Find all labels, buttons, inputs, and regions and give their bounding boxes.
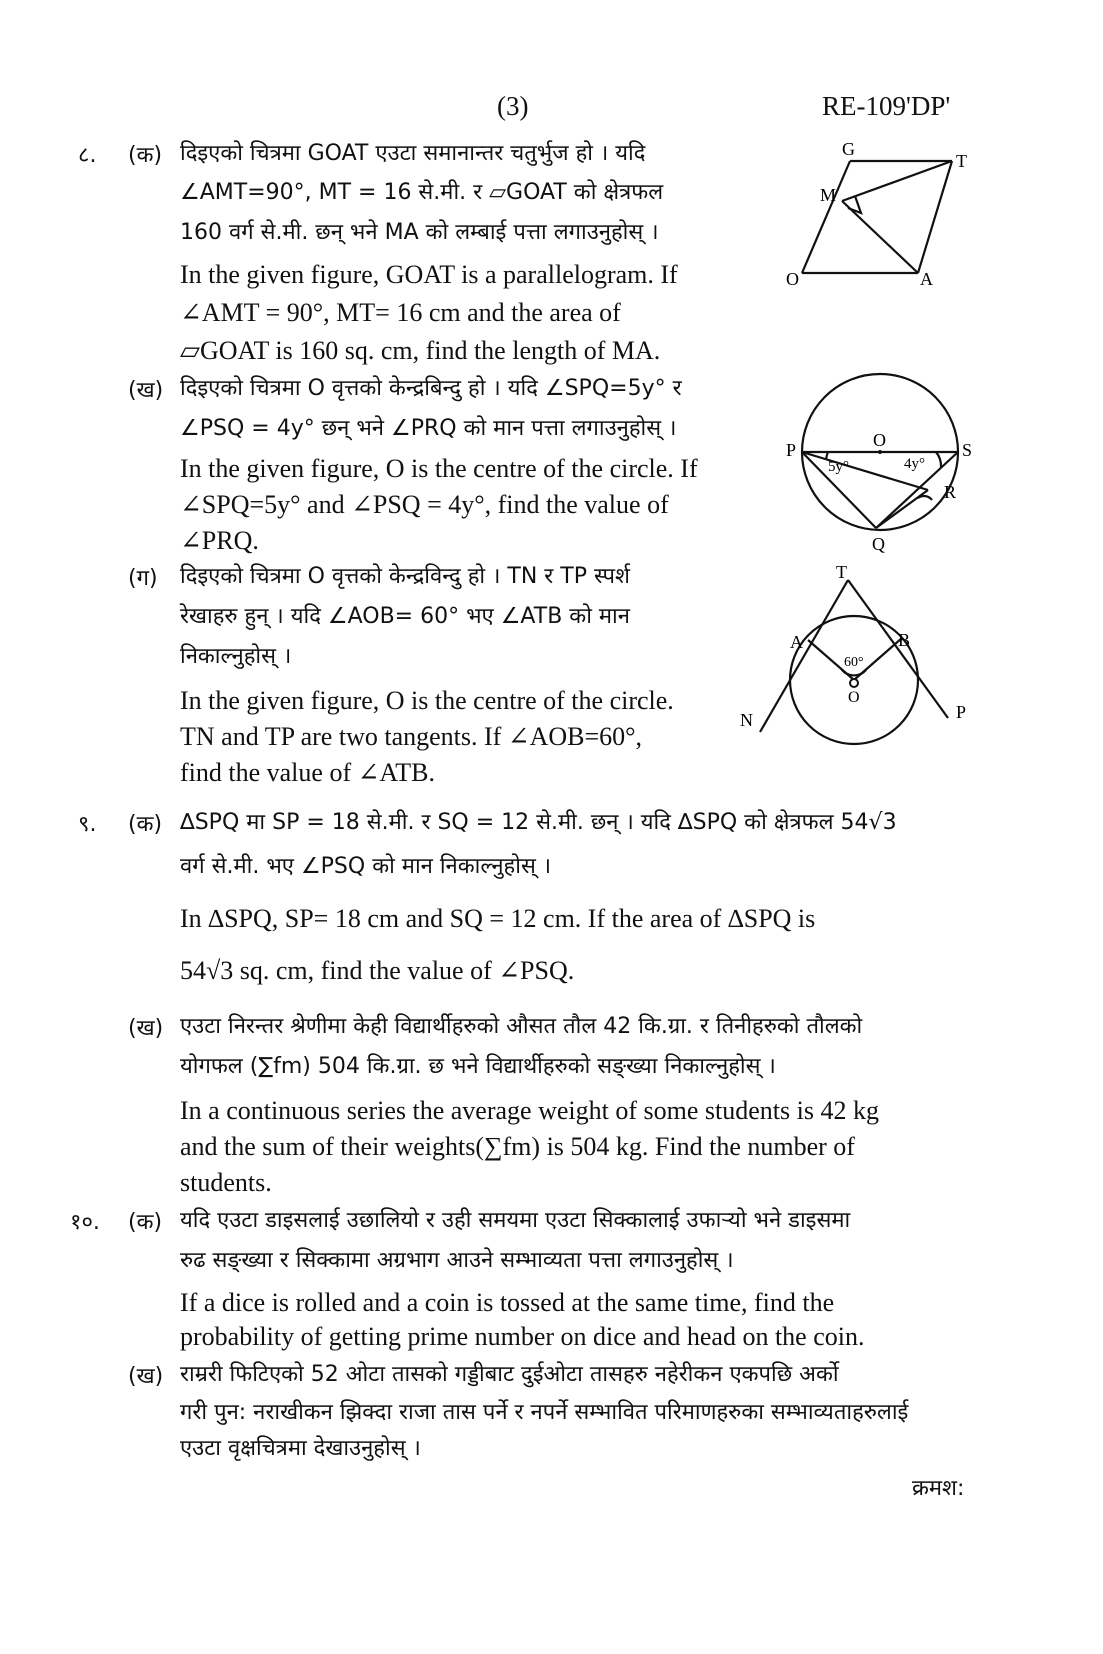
label-o: O [848, 689, 860, 706]
sub-label-ka: (क) [128, 143, 163, 168]
q8-kha-en-line: ∠PRQ. [180, 526, 259, 555]
q10-kha-np-line: राम्ररी फिटिएको 52 ओटा तासको गड्डीबाट दुईओटा तासहरु नहेरीकन एकपछि अर्को [180, 1362, 839, 1387]
label-m: M [820, 185, 837, 205]
q9-kha-en-line: students. [180, 1168, 272, 1197]
q10-kha-np-line: गरी पुन: नराखीकन झिक्दा राजा तास पर्ने र नपर्ने सम्भावित परिमाणहरुका सम्भाव्यताहरुलाई [180, 1400, 909, 1425]
q8-kha-en-line: ∠SPQ=5y° and ∠PSQ = 4y°, find the value of [180, 490, 669, 519]
figure-parallelogram [780, 135, 990, 295]
page-number: (3) [497, 91, 529, 121]
q8-ga-np-line: दिइएको चित्रमा O वृत्तको केन्द्रविन्दु हो । TN र TP स्पर्श [180, 564, 631, 589]
label-o: O [786, 269, 799, 289]
label-a: A [790, 632, 803, 652]
q8-ga-en-line: find the value of ∠ATB. [180, 758, 436, 787]
q8-ka-np-line: 160 वर्ग से.मी. छन् भने MA को लम्बाई पत्ता लगाउनुहोस् । [180, 220, 659, 245]
label-b: B [898, 630, 911, 650]
figure-circle-chord [780, 370, 990, 555]
q9-ka-np-line: वर्ग से.मी. भए ∠PSQ को मान निकाल्नुहोस् । [180, 854, 552, 879]
q8-ka-en-line: In the given figure, GOAT is a parallelogram. If [180, 260, 678, 289]
label-q: Q [872, 534, 885, 554]
q9-kha-np-line: एउटा निरन्तर श्रेणीमा केही विद्यार्थीहरुको औसत तौल 42 कि.ग्रा. र तिनीहरुको तौलको [180, 1014, 863, 1039]
label-g: G [842, 139, 855, 159]
q9-kha-en-line: In a continuous series the average weight of some students is 42 kg [180, 1096, 879, 1125]
label-n: N [740, 710, 753, 730]
q8-ga-np-line: निकाल्नुहोस् । [180, 644, 292, 669]
label-p: P [956, 702, 967, 722]
q9-ka-np-line: ∆SPQ मा SP = 18 से.मी. र SQ = 12 से.मी. छन् । यदि ∆SPQ को क्षेत्रफल 54√3 [180, 810, 897, 835]
q8-ka-np-line: दिइएको चित्रमा GOAT एउटा समानान्तर चतुर्भुज हो । यदि [180, 141, 646, 166]
sub-label-ka: (क) [128, 1210, 163, 1235]
label-t: T [956, 151, 967, 171]
q10-ka-en-line: If a dice is rolled and a coin is tossed at the same time, find the [180, 1288, 835, 1317]
question-number-9: ९. [78, 812, 97, 837]
angle-label: 4y° [904, 456, 925, 472]
label-o: O [873, 430, 886, 450]
q9-kha-en-line: and the sum of their weights(∑fm) is 504 kg. Find the number of [180, 1132, 855, 1161]
label-a: A [920, 269, 933, 289]
sub-label-ga: (ग) [128, 566, 158, 591]
q10-ka-np-line: रुढ सङ्ख्या र सिक्कामा अग्रभाग आउने सम्भाव्यता पत्ता लगाउनुहोस् । [180, 1248, 734, 1273]
figure-tangents [736, 562, 986, 752]
sub-label-ka: (क) [128, 812, 163, 837]
paper-code: RE-109'DP' [822, 91, 951, 121]
label-r: R [944, 482, 957, 502]
question-number-8: ८. [78, 143, 97, 168]
q10-kha-np-line: एउटा वृक्षचित्रमा देखाउनुहोस् । [180, 1436, 421, 1461]
q8-ga-en-line: TN and TP are two tangents. If ∠AOB=60°, [180, 722, 643, 751]
sub-label-kha: (ख) [128, 1016, 164, 1041]
q8-ka-en-line: ▱GOAT is 160 sq. cm, find the length of MA. [180, 336, 661, 365]
q10-ka-np-line: यदि एउटा डाइसलाई उछालियो र उही समयमा एउटा सिक्कालाई उफार्‍यो भने डाइसमा [180, 1208, 851, 1233]
label-s: S [962, 440, 973, 460]
continued-marker: क्रमश: [912, 1476, 965, 1501]
label-p: P [786, 440, 797, 460]
q8-kha-en-line: In the given figure, O is the centre of the circle. If [180, 454, 698, 483]
q9-kha-np-line: योगफल (∑fm) 504 कि.ग्रा. छ भने विद्यार्थीहरुको सङ्ख्या निकाल्नुहोस् । [180, 1054, 776, 1079]
q9-ka-en-line: 54√3 sq. cm, find the value of ∠PSQ. [180, 956, 575, 985]
q9-ka-en-line: In ∆SPQ, SP= 18 cm and SQ = 12 cm. If the area of ∆SPQ is [180, 904, 816, 933]
sub-label-kha: (ख) [128, 1364, 164, 1389]
sub-label-kha: (ख) [128, 378, 164, 403]
label-t: T [836, 562, 847, 582]
q8-kha-np-line: दिइएको चित्रमा O वृत्तको केन्द्रबिन्दु हो । यदि ∠SPQ=5y° र [180, 376, 682, 401]
q8-ga-np-line: रेखाहरु हुन् । यदि ∠AOB= 60° भए ∠ATB को मान [180, 604, 630, 629]
angle-label: 5y° [828, 459, 849, 475]
q8-ka-np-line: ∠AMT=90°, MT = 16 से.मी. र ▱GOAT को क्षेत्रफल [180, 180, 664, 205]
q10-ka-en-line: probability of getting prime number on dice and head on the coin. [180, 1322, 865, 1351]
q8-ka-en-line: ∠AMT = 90°, MT= 16 cm and the area of [180, 298, 621, 327]
question-number-10: १०. [70, 1210, 100, 1235]
angle-label: 60° [844, 655, 864, 670]
q8-kha-np-line: ∠PSQ = 4y° छन् भने ∠PRQ को मान पत्ता लगाउनुहोस् । [180, 416, 677, 441]
q8-ga-en-line: In the given figure, O is the centre of the circle. [180, 686, 674, 715]
